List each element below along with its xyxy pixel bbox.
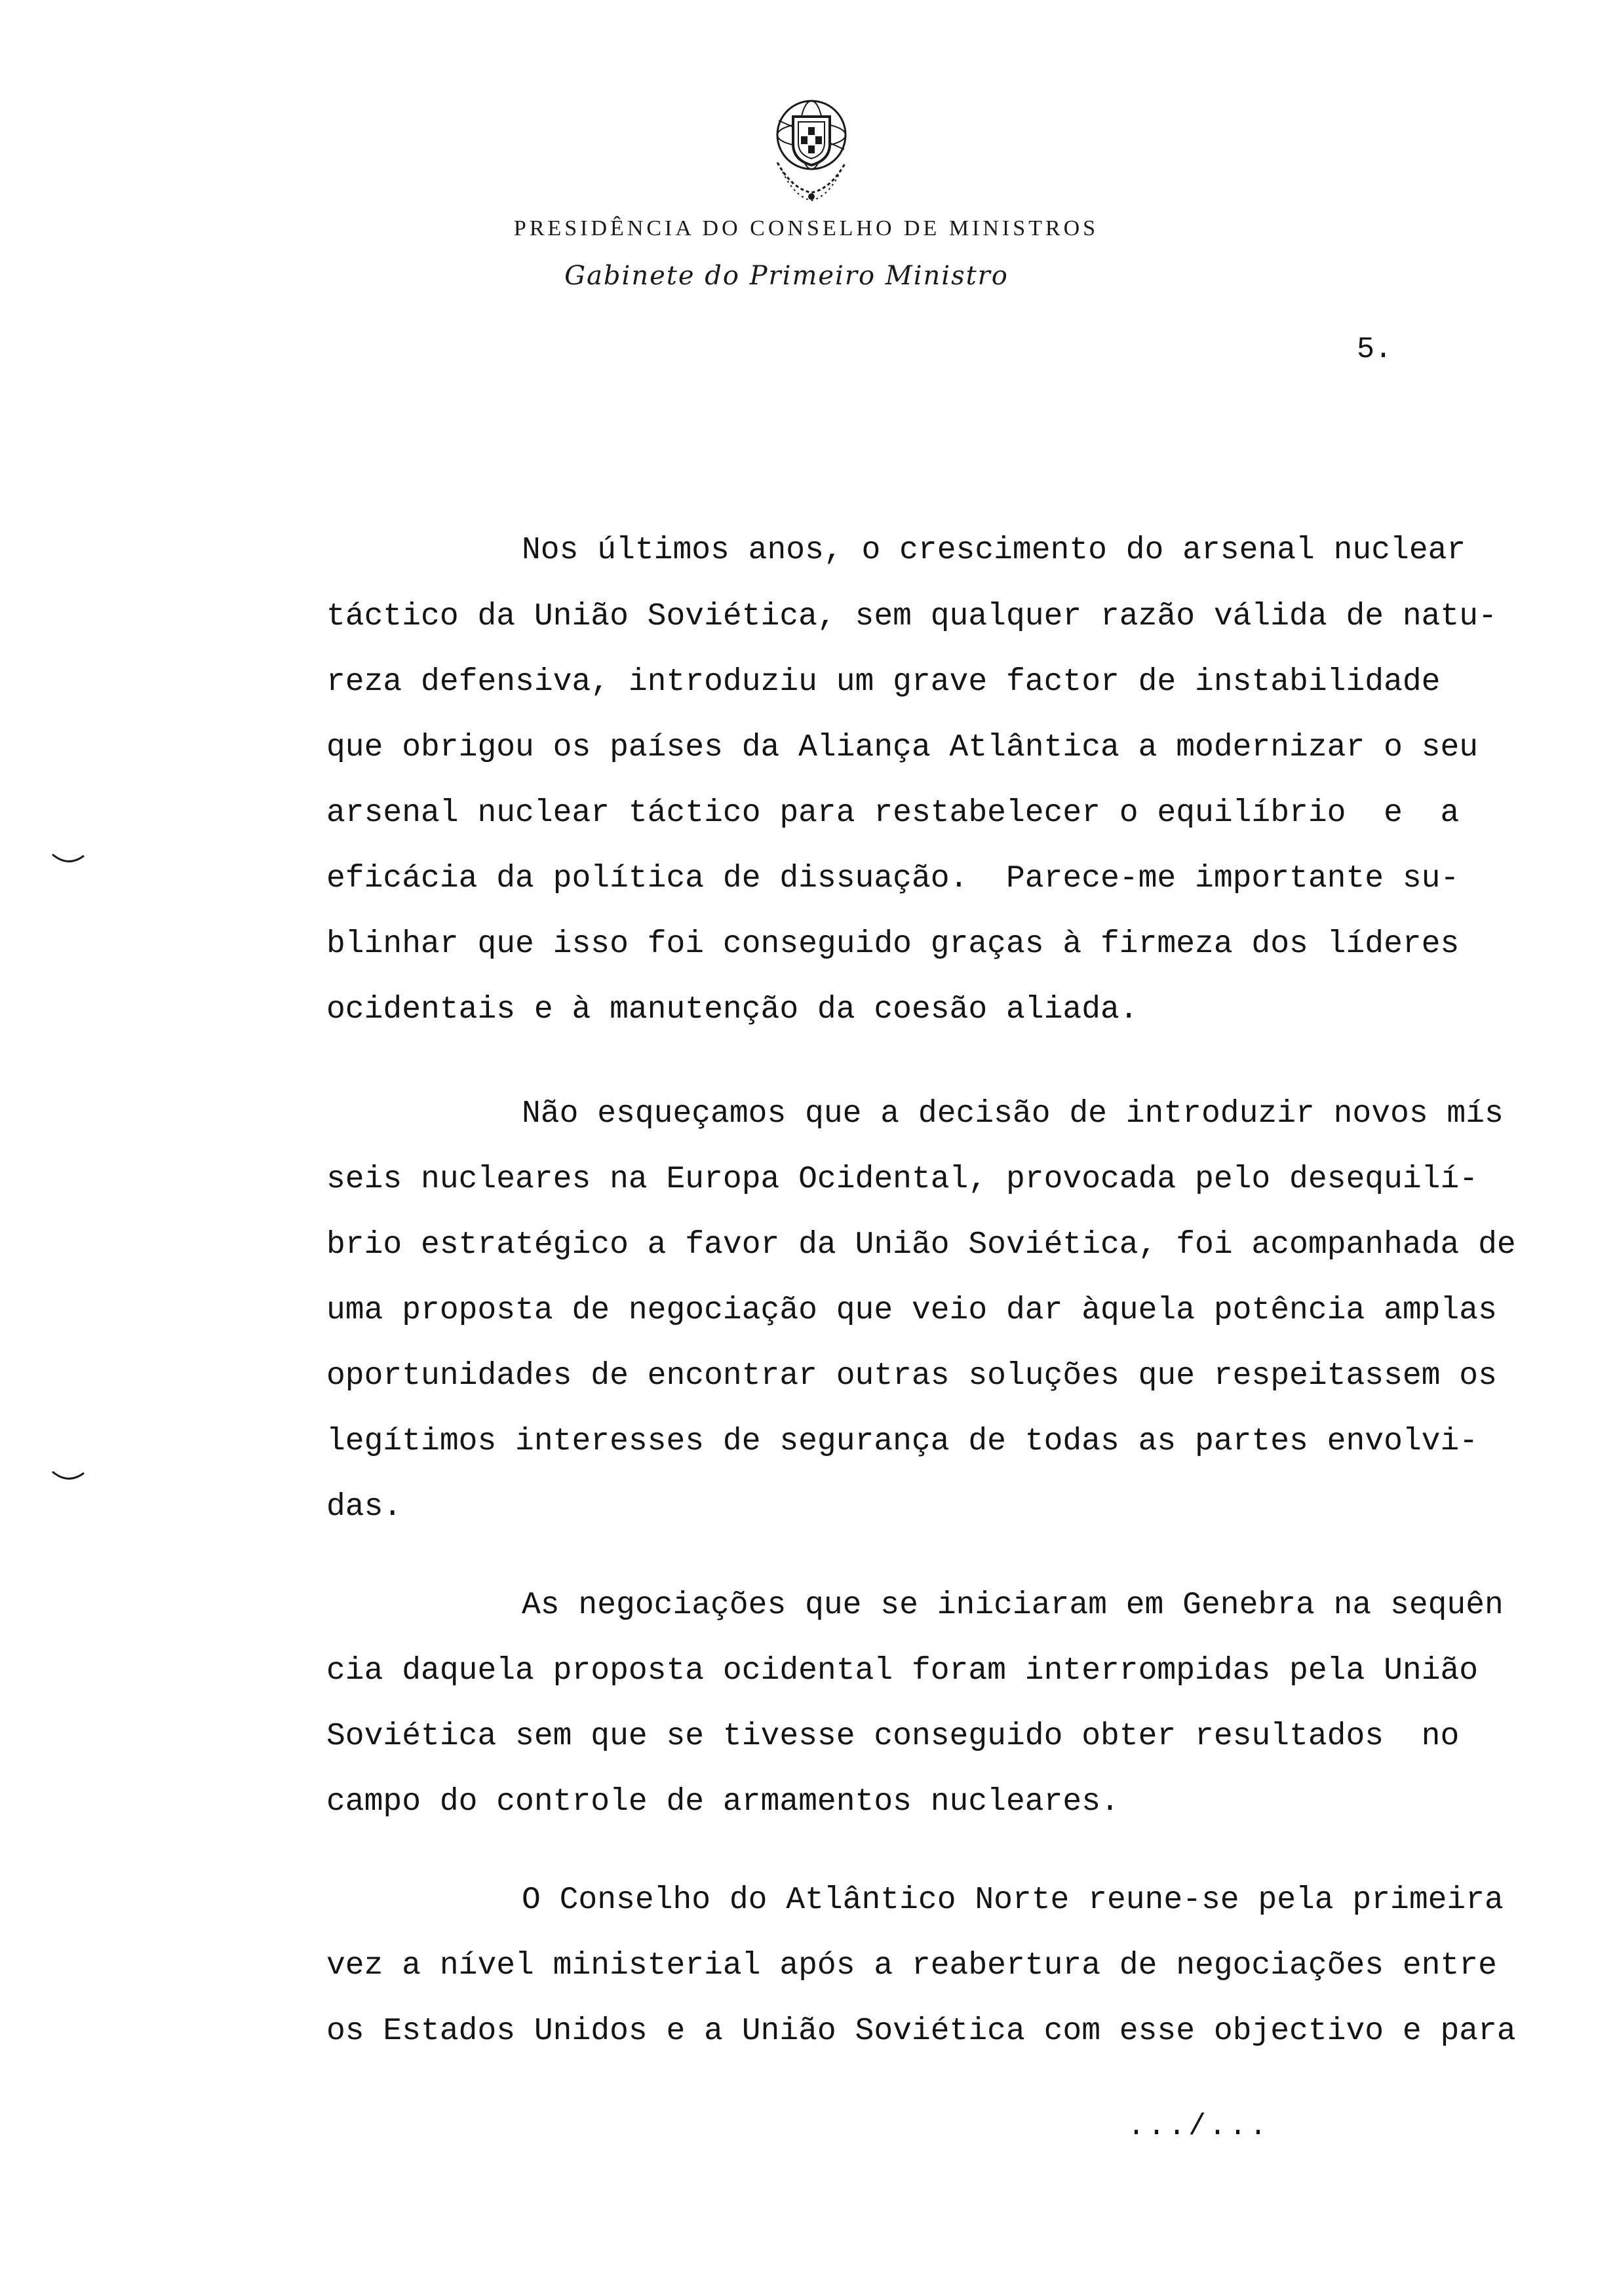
text-line: reza defensiva, introduziu um grave factor de instabilidade	[326, 664, 1441, 700]
text-line: Soviética sem que se tivesse conseguido obter resultados no	[326, 1719, 1460, 1754]
text-line: eficácia da política de dissuação. Parece-me importante su-	[326, 861, 1460, 896]
text-line: Não esqueçamos que a decisão de introduzir novos mís	[522, 1096, 1504, 1132]
text-line: blinhar que isso foi conseguido graças à firmeza dos líderes	[326, 927, 1460, 962]
text-line: campo do controle de armamentos nucleares.	[326, 1784, 1119, 1820]
office-subtitle: Gabinete do Primeiro Ministro	[564, 261, 1009, 291]
portuguese-coat-of-arms-icon	[752, 84, 870, 208]
ministry-title: PRESIDÊNCIA DO CONSELHO DE MINISTROS	[513, 216, 1099, 240]
text-line: cia daquela proposta ocidental foram interrompidas pela União	[326, 1653, 1479, 1689]
punch-hole-mark-icon	[51, 852, 85, 866]
text-line: uma proposta de negociação que veio dar àquela potência amplas	[326, 1293, 1497, 1328]
text-line: vez a nível ministerial após a reabertura de negociações entre	[326, 1948, 1497, 1983]
text-line: os Estados Unidos e a União Soviética com esse objectivo e para	[326, 2014, 1516, 2049]
text-line: Nos últimos anos, o crescimento do arsenal nuclear	[522, 533, 1466, 568]
text-line: O Conselho do Atlântico Norte reune-se pela primeira	[522, 1883, 1504, 1918]
text-line: brio estratégico a favor da União Soviética, foi acompanhada de	[326, 1227, 1516, 1263]
text-line: seis nucleares na Europa Ocidental, provocada pelo desequilí-	[326, 1162, 1479, 1197]
continuation-mark: .../...	[1127, 2110, 1270, 2143]
text-line: oportunidades de encontrar outras soluções que respeitassem os	[326, 1358, 1497, 1394]
text-line: arsenal nuclear táctico para restabelecer o equilíbrio e a	[326, 795, 1460, 831]
punch-hole-mark-icon	[51, 1469, 85, 1483]
text-line: táctico da União Soviética, sem qualquer razão válida de natu-	[326, 599, 1497, 634]
text-line: As negociações que se iniciaram em Genebra na sequên	[522, 1588, 1504, 1623]
text-line: das.	[326, 1489, 402, 1525]
text-line: legítimos interesses de segurança de todas as partes envolvi-	[326, 1424, 1479, 1459]
text-line: ocidentais e à manutenção da coesão aliada.	[326, 992, 1138, 1027]
page-number: 5.	[1357, 333, 1393, 366]
text-line: que obrigou os países da Aliança Atlântica a modernizar o seu	[326, 730, 1479, 765]
